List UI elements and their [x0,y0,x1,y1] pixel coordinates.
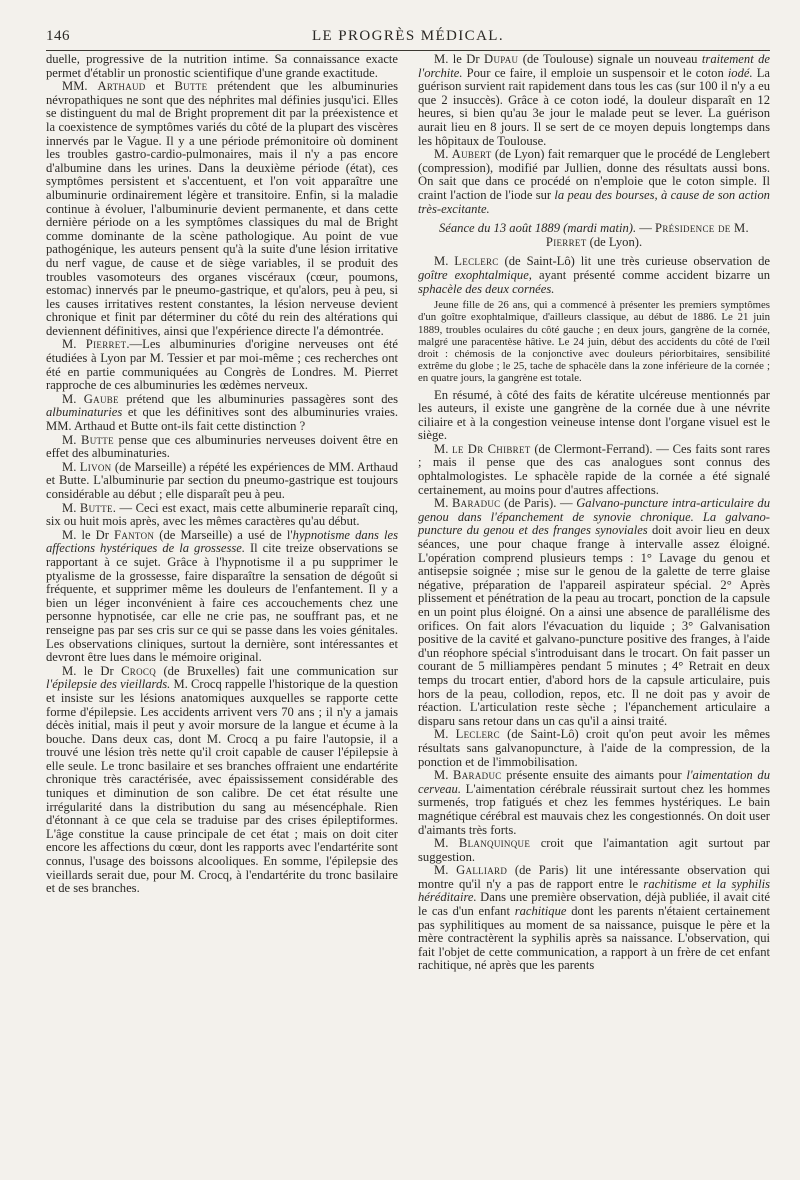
text-run: duelle, progressive de la nutrition intime. Sa connaissance exacte permet d'établir un pronostic scientifique d'une grande exactitude. [46,53,398,80]
right-column [418,53,770,1173]
text-run: En résumé, à côté des faits de kératite ulcéreuse mentionnés par les auteurs, il existe une gangrène de la cornée due à une névrite ciliaire et à la congestion veineuse intense dont l'organe visuel est le siège. [418,387,770,443]
header-rule [46,50,770,51]
text-run: — [636,221,656,236]
text-run: Dans une première observation, déjà publiée, il avait cité le cas d'un enfant [418,890,770,919]
text-run: M. le Dr [434,53,485,66]
paragraph [418,148,770,216]
text-run: (de Paris). — [500,496,577,511]
author-name: Butte [81,432,114,447]
author-name: Butte [79,500,113,515]
text-run: et que les définitives sont des albuminuries vraies. MM. Arthaud et Butte ont-ils fait cette distinction ? [46,405,398,434]
paragraph [46,665,398,896]
paragraph [418,864,770,973]
text-run: dont les parents n'étaient certainement pas syphilitiques au moment de sa naissance, puisque le père et la mère contractèrent la syphilis après sa naissance. L'observation, qui fait l'objet de cette communication, a rapport à un frère de cet enfant rachitique, né après que les parents [418,904,770,973]
text-run: (de Toulouse) signale un nouveau [518,53,702,66]
emphasis-text: Séance du 13 août 1889 (mardi matin). [438,221,637,236]
paragraph [418,497,770,728]
paragraph [46,434,398,461]
paragraph [46,502,398,529]
paragraph [46,461,398,502]
paragraph [418,255,770,296]
emphasis-text: Galvano-puncture intra-articulaire du genou dans l'épanchement de synovie chronique. La galvano-puncture du genou et des franges synoviales [418,496,770,538]
text-run: M. [62,459,80,474]
paragraph [418,728,770,769]
text-run: présente ensuite des aimants pour [501,768,687,783]
text-run: Jeune fille de 26 ans, qui a commencé à présenter les premiers symptômes d'un goître exophtalmique, d'ailleurs classique, au début de 1886. Le 21 juin 1889, troubles oculaires du côté gauche ; en deux jours, gangrène de la cornée, malgré une paracentèse hâtive. Le 24 juin, début des accidents du côté de l'œil droit : chémosis de la conjonctive avec douleurs périorbitaires, sensibilité extrême du globe ; le 25, tache de sphacèle dans la zone inférieure de la cornée ; en quatre jours, la gangrène est totale. [418,299,770,385]
journal-title: LE PROGRÈS MÉDICAL. [311,28,505,44]
paragraph [418,53,770,148]
text-run: M. [62,337,86,352]
text-run: M. le Dr [62,527,115,542]
text-run: M. [62,432,81,447]
paragraph [46,53,398,80]
author-name: Blanquinque [458,836,531,851]
text-run: . — Ceci est exact, mais cette albuminerie reparaît cinq, six ou huit mois après, avec les mêmes caractères qu'au début. [46,500,398,529]
author-name: Crocq [121,663,157,678]
author-name: Fanton [114,527,155,542]
paragraph [46,529,398,665]
author-name: Gaube [83,391,119,406]
emphasis-text: albuminaturies [46,405,123,420]
text-run: M. [434,768,454,783]
emphasis-text: goître exophtalmique, [418,267,532,282]
author-name: Livon [79,459,112,474]
author-name: Baraduc [451,496,501,511]
text-run: M. le Dr [62,663,122,678]
emphasis-text: iodé. [727,65,753,80]
page-header [46,20,770,46]
paragraph [418,389,770,443]
author-name: Galliard [456,863,508,878]
author-name: Baraduc [453,768,502,783]
emphasis-text: hypnotisme dans les affections hystériques de la grossesse. [46,527,398,556]
text-run: La guérison survient rait rapidement dans tous les cas (sur 100 il n'y a eu que 2 insuccès). Grâce à ce coton iodé, la douleur disparaît en 12 heures, si bien qu'au 3e jour le malade peut se lever. La guérison aurait lieu en 8 jours. Il se sert de ce moyen depuis longtemps dans les hôpitaux de Toulouse. [418,65,770,148]
text-run: L'aimentation cérébrale réussirait surtout chez les hommes surmenés, trop fatigués et chez les femmes hystériques. Le bain magnétique cérébral est mauvais chez les congestionnés. On doit user d'aimants très forts. [418,781,770,837]
paragraph [418,837,770,864]
text-columns [46,53,770,1173]
author-name: Aubert [451,147,492,162]
paragraph [46,338,398,392]
text-run: (de Marseille) a répété les expériences de MM. Arthaud et Butte. L'albuminurie par section du pneumo-gastrique est toujours considérable au début ; elle disparaît peu à peu. [46,459,398,501]
text-run: .—Les albuminuries d'origine nerveuses ont été étudiées à Lyon par M. Tessier et par moi-même ; ces recherches ont été en partie communiquées au Congrès de Londres. M. Pierret rapproche de ces albuminuries les œdèmes nerveux. [46,337,398,393]
text-run: (de Bruxelles) fait une communication sur [156,663,398,678]
emphasis-text: sphacèle des deux cornées. [418,281,555,296]
author-name: le Dr Chibret [452,441,531,456]
text-run: et [145,79,175,94]
text-run: (de Lyon) fait remarquer que le procédé de Lenglebert (compression), modifié par Jullien, donne des résultats aussi bons. On sait que dans ce procédé on n'emploie que le coton simple. Il craint l'action de l'iode sur [418,147,770,202]
text-run: (de Saint-Lô) lit une très curieuse observation de [498,254,770,269]
emphasis-text: l'aimentation du cerveau. [418,768,770,796]
text-run: M. [62,500,80,515]
emphasis-text: rachitique [514,904,567,919]
text-run: prétendent que les albuminuries névropathiques ne sont que des néphrites mal définies jusqu'ici. Elles se distinguent du mal de Bright proprement dit par la préexistence et la coexistence de symptômes variés du côté de la plupart des viscères innervés par le Vague. Il y a une période prémonitoire où dominent les troubles gastro-cardio-pulmonaires, mais il n'y a pas encore d'albumine dans les urines. Dans la deuxième période (état), ces symptômes persistent et s'accentuent, et l'on voit apparaître une albuminurie ordinairement légère et transitoire. Enfin, si la maladie continue à évoluer, l'albuminurie devient permanente, et dans cette dernière période on a les symptômes classiques du mal de Bright comme dominante de la scène pathologique. Au point de vue pathogénique, les auteurs pensent qu'à la suite d'une lésion irritative du nerf vague, de cause et de siège variables, il se produit des troubles vasomoteurs des organes viscéraux (cœur, poumons, estomac) innervés par le pneumo-gastrique, et qu'alors, peu à peu, si les causes irritatives restent constantes, la lésion nerveuse devient chronique et finit par déterminer du côté du rein des altérations qui deviennent définitives, ainsi que l'expérience directe l'a démontrée. [46,79,398,338]
author-name: Leclerc [455,727,500,742]
text-run: M. [434,254,455,269]
text-run: (de Marseille) a usé de l' [154,527,293,542]
text-run: MM. [62,79,98,94]
paragraph [46,80,398,338]
author-name: Présidence de M. Pierret [545,221,749,249]
author-name: Pierret [85,337,127,352]
author-name: Leclerc [454,254,499,269]
paragraph [418,769,770,837]
text-run: M. [434,836,459,851]
paragraph [418,443,770,497]
text-run: M. [434,147,452,162]
text-run: doit avoir lieu en deux séances, une pour chaque frange à intervalle assez éloigné. L'opération comprend plusieurs temps : 1° Lavage du genou et antisepsie soignée ; mise sur le genou de la galette de terre glaise négative, préparation de l'appareil aspirateur spécial. 2° Après plissement et pénétration de la peau au trocart, ponction de la capsule en un point plus éloigné. On a ainsi une absence de parallélisme des orifices. On fait alors l'évacuation du liquide ; 3° Galvanisation positive de la cavité et galvano-puncture positive des franges, à l'aide d'un réophore spécial s'introduisant dans le trocart. On fait passer un courant de 5 milliampères pendant 5 minutes ; 4° Retrait en deux temps du trocart entier, d'abord hors de la capsule articulaire, puis hors de la peau, collodion, repos, etc. Il ne doit pas y avoir de réaction. L'articulation reste sèche ; l'épanchement articulaire a disparu sans retour dans un cas qu'il a ainsi traité. [418,523,770,728]
page-number: 146 [46,28,70,44]
text-run: Pour ce faire, il emploie un suspensoir et le coton [462,65,728,80]
text-run: prétend que les albuminuries passagères sont des [118,391,398,406]
emphasis-text: l'épilepsie des vieillards. [46,677,171,692]
text-run: (de Clermont-Ferrand). — Ces faits sont rares ; mais il pense que des cas analogues sont connus des ophtalmologistes. Le sphacèle rapide de la cornée a été signalé certainement, au moins pour d'autres affections. [418,441,770,497]
text-run: (de Paris) lit une intéressante observation qui montre qu'il n'y a pas de rapport entre le [418,863,770,891]
text-run: ayant présenté comme accident bizarre un [531,267,770,282]
text-run: M. [434,496,452,511]
text-run: M. [434,441,453,456]
text-run: M. Crocq rappelle l'historique de la question et insiste sur les lésions anatomiques auxquelles se rapporte cette forme d'épilepsie. Les accidents arrivent vers 70 ans ; il n'y a jamais décès initial, mais il peut y avoir morsure de la langue et écume à la bouche. Dans deux cas, dont M. Crocq a pu faire l'autopsie, il a trouvé une lésion très nette qu'il croit capable de causer l'épilepsie à elle seule. Le tronc basilaire et ses branches offraient une endartérite chronique très caractérisée, avec épaississement considérable des tuniques et diminution de son calibre. De cet état résulte une irrégularité dans la distribution du sang au mésencéphale. Rien d'étonnant à ce que cela se traduise par des crises épileptiformes. L'âge constitue la cause principale de cet état ; mais on doit citer encore les affections du cœur, dont les rapports avec l'endartérite sont connus, l'usage des boissons alcooliques. En somme, l'épilepsie des vieillards serait due, pour M. Crocq, à l'endartérite du tronc basilaire et de ses branches. [46,677,398,896]
text-run: M. [434,727,456,742]
text-run: (de Lyon). [586,234,643,249]
author-name: Arthaud [97,79,146,94]
paragraph [46,393,398,434]
emphasis-text: rachitisme et la syphilis héréditaire. [418,876,770,905]
emphasis-text: la peau des bourses, à cause de son action très-excitante. [418,187,770,216]
text-run: croit que l'aimantation agit surtout par suggestion. [418,836,770,864]
left-column [46,53,398,1173]
session-heading [418,222,770,249]
text-run: Il cite treize observations se rapportant à ce sujet. Grâce à l'hypnotisme il a pu supprimer le ptyalisme de la grossesse, faire disparaître la sensation de dégoût si fréquente, et supprimer même les douleurs de l'enfantement. Il y a bien un léger inconvénient à faire ces accouchements chez une personne hypnotisée, car elle ne crie pas, ne souffrant pas, et ne renseigne pas par ses cris sur ce qui se passe dans les voies génitales. Les observations cliniques, surtout la dernière, sont intéressantes et devront être lues dans le mémoire original. [46,541,398,665]
case-summary-paragraph [418,299,770,384]
author-name: Dupau [484,53,519,66]
emphasis-text: traitement de l'orchite. [418,53,770,80]
text-run: M. [62,391,84,406]
text-run: M. [434,863,457,878]
text-run: pense que ces albuminuries nerveuses doivent être en effet des albuminaturies. [46,432,398,461]
author-name: Butte [174,79,208,94]
text-run: (de Saint-Lô) croit qu'on peut avoir les mêmes résultats sans galvanopuncture, à l'aide de la compression, de la ponction et de l'immobilisation. [418,727,770,769]
